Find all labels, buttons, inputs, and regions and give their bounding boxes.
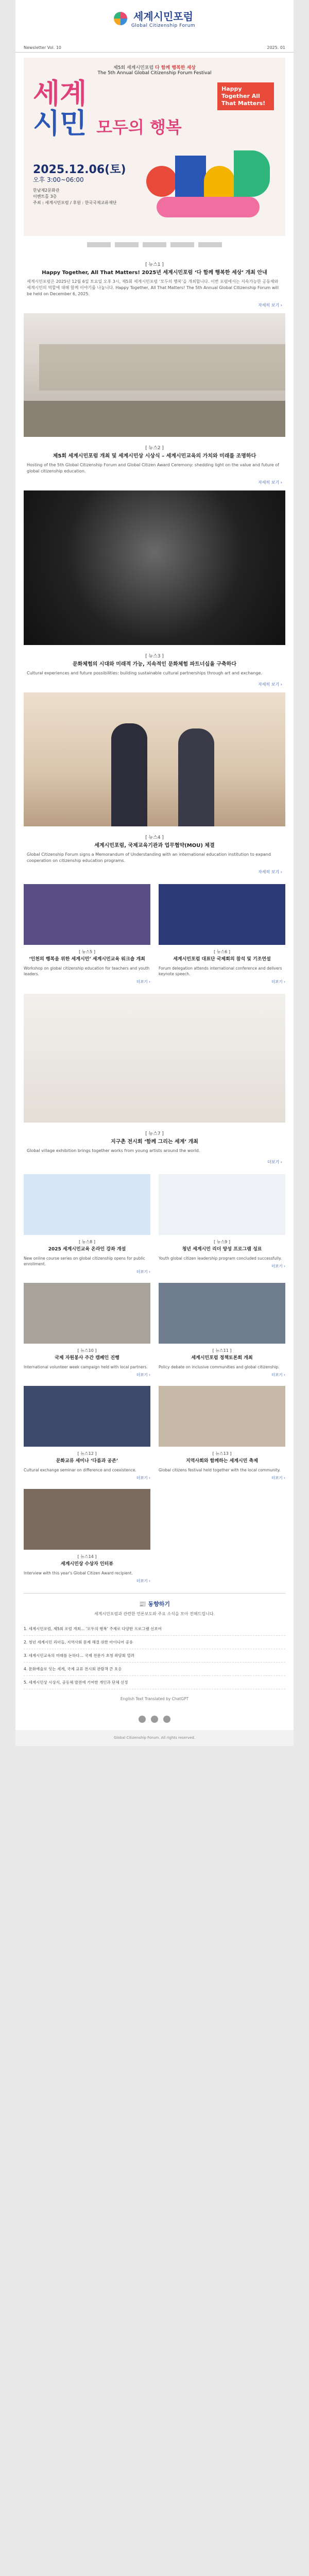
press-list <box>24 1622 285 1689</box>
news-desc: Global Citizenship Forum signs a Memorandum of Understanding with an international education institution to expand cooperation on citizenship education programs. <box>27 852 271 863</box>
event-poster[interactable] <box>24 58 285 253</box>
poster-tag: Happy Together All That Matters! <box>217 82 274 110</box>
globe-icon <box>114 12 127 25</box>
social-links <box>15 1708 294 1730</box>
issue-number: Newsletter Vol. 10 <box>24 45 62 50</box>
issue-date: 2025. 01 <box>267 45 285 50</box>
news-card[interactable]: [ 뉴스14 ] 세계시민상 수상자 인터뷰 Interview with this year's Global Citizen Award recipient. 더보기 › <box>24 1489 150 1584</box>
news-card[interactable]: [ 뉴스6 ] 세계시민포럼 대표단 국제회의 참석 및 기조연설 Forum delegation attends international conference and delivers keynote speech. 더보기 › <box>159 884 285 985</box>
artwork-photo[interactable] <box>24 490 285 645</box>
news-desc: Cultural experiences and future possibilities: building sustainable cultural partnerships through art and exchange. <box>27 671 262 675</box>
poster-topline: 제5회 세계시민포럼 다 함께 행복한 세상 The 5th Annual Global Citizenship Forum Festival <box>97 65 212 76</box>
press-item[interactable]: 4. 문화예술로 잇는 세계, 국제 교류 전시회 관람객 큰 호응 <box>24 1663 285 1676</box>
poster-sponsor-bar <box>24 236 285 253</box>
seminar-photo[interactable] <box>24 313 285 437</box>
read-more-link[interactable]: 더보기 › <box>271 1372 285 1377</box>
press-section <box>24 1593 285 1689</box>
news-card[interactable]: [ 뉴스11 ] 세계시민포럼 정책토론회 개최 Policy debate on inclusive communities and global citizenship. 더보기 › <box>159 1283 285 1378</box>
news-item: [ 뉴스2 ] 제5회 세계시민포럼 개최 및 세계시민상 시상식 – 세계시민교육의 가치와 미래를 조명하다 Hosting of the 5th Global Citizenship Forum and Global Citizen Award Ceremony: shedding light on the value and future of global citizenship education. <box>15 437 294 478</box>
news-item: [ 뉴스3 ] 문화체험의 시대와 미래적 가능, 지속적인 문화체험 파트너십을 구축하다 Cultural experiences and future possibilities: building sustainable cultural partnerships through art and exchange. <box>15 645 294 680</box>
footer: Global Citizenship Forum. All rights reserved. <box>15 1730 294 1746</box>
news-item: [ 뉴스1 ] Happy Together, All That Matters! 2025년 세계시민포럼 ‘다 함께 행복한 세상’ 개최 안내 세계시민포럼은 2025년 12월 6일 토요일 오후 3시, 제5회 세계시민포럼 ‘모두의 행복’을 개최합니다. 이번 포럼에서는 지속가능한 공동체와 세계시민의 역할에 대해 함께 이야기를 나눕니다. Happy Together, All That Matters! The 5th Annual Global Citizenship Forum will be held on December 6, 2025. <box>15 253 294 300</box>
news-item: [ 뉴스7 ] 지구촌 전시회 ‘함께 그리는 세계’ 개최 Global village exhibition brings together works from young artists around the world. <box>15 1123 294 1157</box>
news-item: [ 뉴스4 ] 세계시민포럼, 국제교육기관과 업무협약(MOU) 체결 Global Citizenship Forum signs a Memorandum of Understanding with an international education institution to expand cooperation on citizenship education programs. <box>15 826 294 867</box>
news-title[interactable]: 문화체험의 시대와 미래적 가능, 지속적인 문화체험 파트너십을 구축하다 <box>73 662 236 667</box>
issue-meta <box>15 42 294 53</box>
read-more-link[interactable]: 자세히 보기 › <box>258 480 282 485</box>
news-title[interactable]: 세계시민포럼, 국제교육기관과 업무협약(MOU) 체결 <box>94 843 215 849</box>
poster-headline: 세계 시민 모두의 행복 <box>33 77 182 140</box>
read-more-link[interactable]: 더보기 › <box>271 1476 285 1480</box>
news-card[interactable]: [ 뉴스5 ] ‘인천의 행복을 위한 세계시민’ 세계시민교육 워크숍 개최 Workshop on global citizenship education for teachers and youth leaders. 더보기 › <box>24 884 150 985</box>
news-title[interactable]: 지구촌 전시회 ‘함께 그리는 세계’ 개최 <box>111 1139 198 1145</box>
news-card-grid <box>15 880 294 989</box>
read-more-link[interactable]: 자세히 보기 › <box>258 682 282 687</box>
news-card[interactable]: [ 뉴스12 ] 문화교류 세미나 ‘다름과 공존’ Cultural exchange seminar on difference and coexistence. 더보기 › <box>24 1386 150 1481</box>
header <box>15 0 294 42</box>
poster-date: 2025.12.06(토) <box>33 163 126 176</box>
read-more-link[interactable]: 더보기 › <box>136 1372 150 1377</box>
read-more-link[interactable]: 더보기 › <box>136 1579 150 1583</box>
mou-photo[interactable] <box>24 692 285 826</box>
news-card-grid <box>15 1170 294 1588</box>
newsletter-sheet <box>15 0 294 1746</box>
poster-shapes <box>146 135 280 223</box>
logo[interactable] <box>15 8 294 28</box>
press-item[interactable]: 1. 세계시민포럼, 제5회 포럼 개최… ‘모두의 행복’ 주제로 다양한 프로그램 선보여 <box>24 1622 285 1636</box>
press-item[interactable]: 2. 청년 세계시민 리더들, 지역사회 문제 해결 위한 아이디어 공유 <box>24 1636 285 1649</box>
news-card[interactable]: [ 뉴스9 ] 청년 세계시민 리더 양성 프로그램 성료 Youth global citizen leadership program concluded successfully. 더보기 › <box>159 1174 285 1275</box>
news-card[interactable]: [ 뉴스8 ] 2025 세계시민교육 온라인 강좌 개설 New online course series on global citizenship opens for public enrollment. 더보기 › <box>24 1174 150 1275</box>
news-title[interactable]: Happy Together, All That Matters! 2025년 세계시민포럼 ‘다 함께 행복한 세상’ 개최 안내 <box>42 270 267 276</box>
read-more-link[interactable]: 더보기 › <box>136 1269 150 1274</box>
poster-time: 오후 3:00~06:00 <box>33 176 84 183</box>
news-desc: 세계시민포럼은 2025년 12월 6일 토요일 오후 3시, 제5회 세계시민포럼 ‘모두의 행복’을 개최합니다. 이번 포럼에서는 지속가능한 공동체와 세계시민의 역할에 대해 함께 이야기를 나눕니다. Happy Together, All That Matters! The 5th Annual Global Citizenship Forum will be held on December 6, 2025. <box>27 279 279 296</box>
poster-venue: 한남제2문화관 이벤트홀 3층 주최 : 세계시민포럼 / 후원 : 한국국제교류재단 <box>33 188 117 205</box>
news-desc: Hosting of the 5th Global Citizenship Forum and Global Citizen Award Ceremony: shedding light on the value and future of global citizenship education. <box>27 463 279 473</box>
read-more-link[interactable]: 더보기 › <box>136 1476 150 1480</box>
press-subtitle: 세계시민포럼과 관련한 언론보도와 주요 소식을 모아 전해드립니다. <box>94 1612 215 1616</box>
instagram-icon[interactable] <box>151 1716 158 1723</box>
read-more-link[interactable]: 더보기 › <box>271 979 285 984</box>
press-item[interactable]: 3. 세계시민교육의 미래를 논하다… 국제 전문가 초청 좌담회 열려 <box>24 1649 285 1663</box>
logo-title: 세계시민포럼 <box>133 10 193 23</box>
read-more-link[interactable]: 더보기 › <box>136 979 150 984</box>
news-title[interactable]: 제5회 세계시민포럼 개최 및 세계시민상 시상식 – 세계시민교육의 가치와 미래를 조명하다 <box>53 453 256 459</box>
facebook-icon[interactable] <box>139 1716 146 1723</box>
read-more-link[interactable]: 자세히 보기 › <box>258 870 282 874</box>
news-card[interactable]: [ 뉴스10 ] 국제 자원봉사 주간 캠페인 진행 International volunteer week campaign held with local partners. 더보기 › <box>24 1283 150 1378</box>
read-more-link[interactable]: 더보기 › <box>271 1264 285 1268</box>
logo-subtitle: Global Citizenship Forum <box>131 23 196 28</box>
read-more-link[interactable]: 자세히 보기 › <box>258 303 282 308</box>
press-title: 📰 동향하기 <box>139 1601 170 1607</box>
read-more-link[interactable]: 더보기 › <box>267 1160 282 1164</box>
news-card[interactable]: [ 뉴스13 ] 지역사회와 함께하는 세계시민 축제 Global citizens festival held together with the local community. 더보기 › <box>159 1386 285 1481</box>
press-item[interactable]: 5. 세계시민상 시상식, 공동체 발전에 기여한 개인과 단체 선정 <box>24 1676 285 1689</box>
translation-note: English Text Translated by ChatGPT <box>120 1697 189 1701</box>
youtube-icon[interactable] <box>163 1716 170 1723</box>
exhibition-photo[interactable] <box>24 994 285 1123</box>
